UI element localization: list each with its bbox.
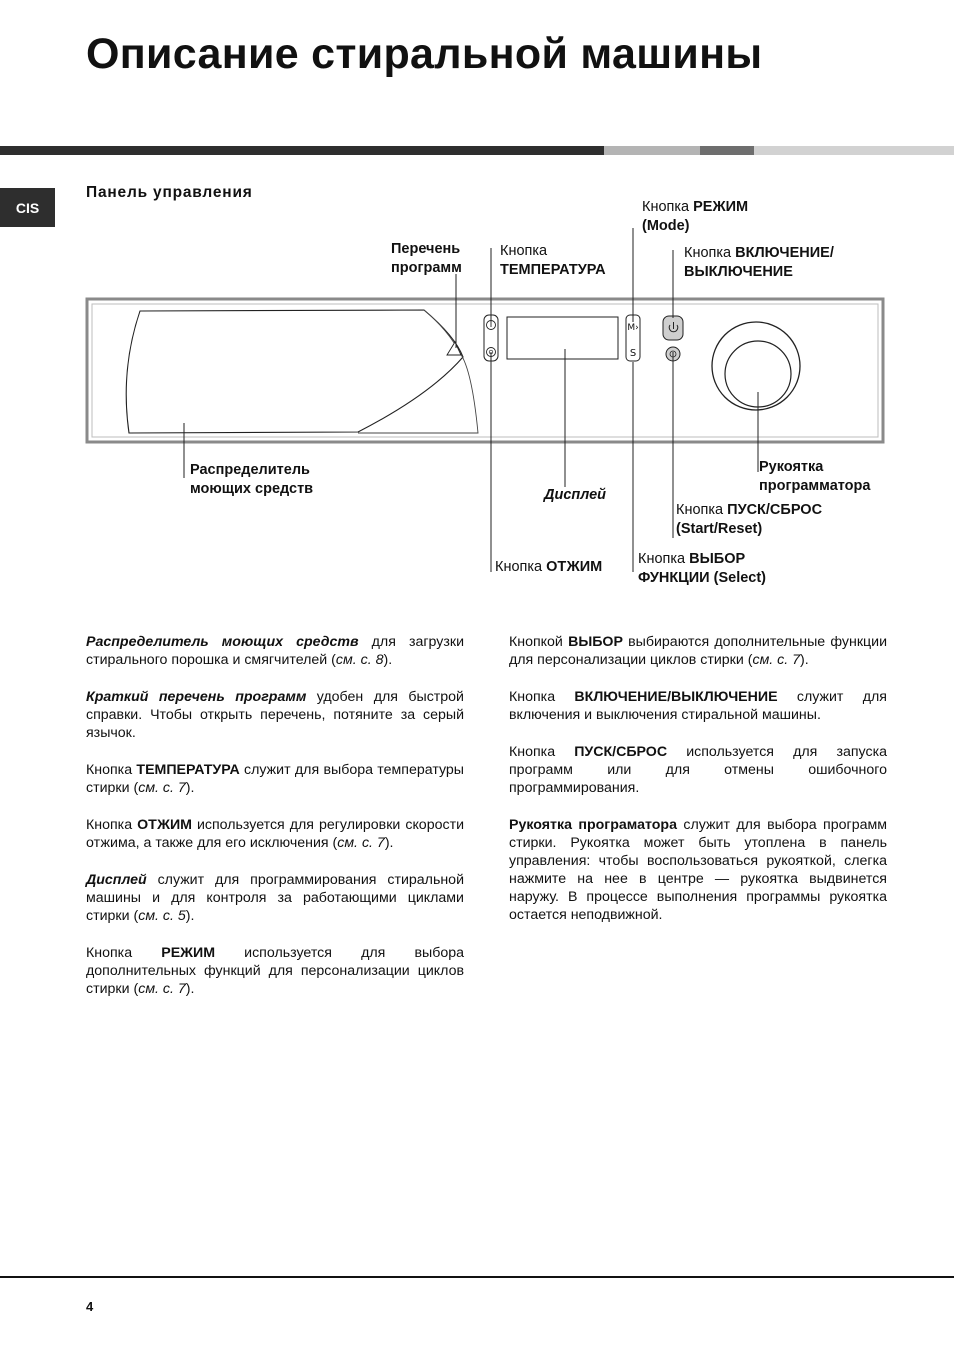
footer-rule <box>0 1276 954 1278</box>
paragraph-programs: Краткий перечень программ удобен для быстрой справки. Чтобы открыть перечень, потяните за серый язычок. <box>86 689 464 741</box>
page-title: Описание стиральной машины <box>86 30 763 78</box>
callout-mode: Кнопка РЕЖИМ (Mode) <box>642 199 749 234</box>
paragraph-mode: Кнопка РЕЖИМ используется для выбора дополнительных функций для персонализации циклов стирки (см. с. 7). <box>86 945 465 997</box>
paragraph-spin: Кнопка ОТЖИМ используется для регулировки скорости отжима, а также для его исключения (см. с. 7). <box>86 817 464 851</box>
callout-select: Кнопка ВЫБОР ФУНКЦИИ (Select) <box>638 551 767 586</box>
callout-display: Дисплей <box>544 487 607 503</box>
paragraph-knob: Рукоятка програматора служит для выбора программ стирки. Рукоятка может быть утоплена в панель управления: чтобы воспользоваться рукояткой, слегка нажмите на нее в центре — рукоятка выдвинется наружу. В процессе выполнения программы рукоятка остается неподвижной. <box>509 817 887 923</box>
callout-temperature: Кнопка ТЕМПЕРАТУРА <box>500 243 606 278</box>
language-tab: CIS <box>0 188 55 227</box>
select-button-icon: S <box>629 348 637 359</box>
callout-knob: Рукоятка программатора <box>759 459 871 494</box>
paragraph-display: Дисплей служит для программирования стиральной машины и для контроля за работающими циклами стирки (см. с. 5). <box>86 872 464 924</box>
callout-on-off: Кнопка ВКЛЮЧЕНИЕ/ ВЫКЛЮЧЕНИЕ <box>684 245 834 280</box>
paragraph-temperature: Кнопка ТЕМПЕРАТУРА служит для выбора температуры стирки (см. с. 7). <box>86 762 465 796</box>
paragraph-dispenser: Распределитель моющих средств для загрузки стирального порошка и смягчителей (см. с. 8). <box>86 634 464 668</box>
right-text-column <box>509 633 887 943</box>
dispenser-drawer <box>126 310 463 433</box>
paragraph-start-reset: Кнопка ПУСК/СБРОС используется для запуска программ или для отмены ошибочного программирования. <box>509 744 887 796</box>
callout-start-reset: Кнопка ПУСК/СБРОС (Start/Reset) <box>676 502 823 537</box>
paragraph-select: Кнопкой ВЫБОР выбираются дополнительные функции для персонализации циклов стирки (см. с. 7). <box>509 634 888 668</box>
callout-spin: Кнопка ОТЖИМ <box>495 559 603 575</box>
paragraph-on-off: Кнопка ВКЛЮЧЕНИЕ/ВЫКЛЮЧЕНИЕ служит для включения и выключения стиральной машины. <box>509 689 887 723</box>
section-title: Панель управления <box>86 184 253 201</box>
display-screen <box>507 317 618 359</box>
page-number: 4 <box>86 1299 94 1314</box>
callout-programs: Перечень программ <box>391 241 462 276</box>
left-text-column <box>86 633 464 1017</box>
mode-button-icon: M› <box>627 323 639 333</box>
callout-dispenser: Распределитель моющих средств <box>190 462 314 497</box>
